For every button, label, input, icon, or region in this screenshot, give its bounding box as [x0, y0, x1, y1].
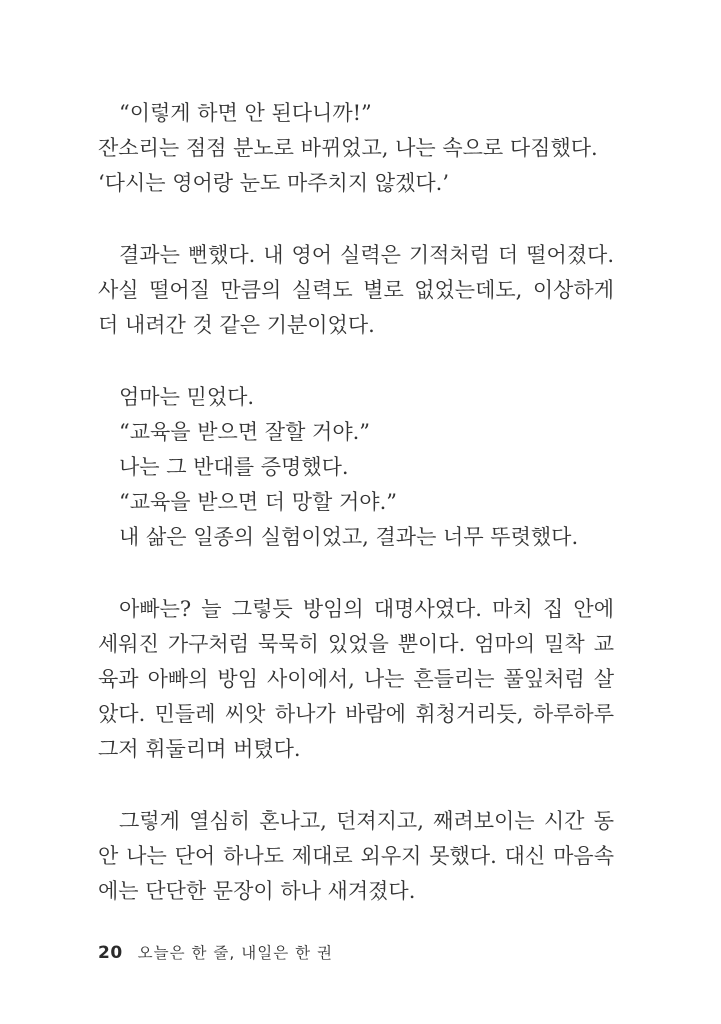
narration-line: 내 삶은 일종의 실험이었고, 결과는 너무 뚜렷했다. — [119, 525, 579, 549]
text-section-3 — [98, 380, 614, 555]
text-section-1 — [98, 96, 614, 201]
narration-line: 엄마는 믿었다. — [119, 385, 255, 409]
dialogue-line: “교육을 받으면 잘할 거야.” — [119, 420, 371, 444]
narration-line: 잔소리는 점점 분노로 바뀌었고, 나는 속으로 다짐했다. — [98, 136, 598, 160]
narration-paragraph: 그렇게 열심히 혼나고, 던져지고, 째려보이는 시간 동안 나는 단어 하나도 제대로 외우지 못했다. 대신 마음속에는 단단한 문장이 하나 새겨졌다. — [98, 809, 614, 903]
page-body — [98, 96, 614, 909]
narration-paragraph: 결과는 뻔했다. 내 영어 실력은 기적처럼 더 떨어졌다. 사실 떨어질 만큼의 실력도 별로 없었는데도, 이상하게 더 내려간 것 같은 기분이었다. — [98, 243, 614, 337]
dialogue-line: “이렇게 하면 안 된다니까!” — [119, 101, 372, 125]
page-footer — [98, 941, 333, 963]
text-section-2 — [98, 238, 614, 343]
text-section-4 — [98, 592, 614, 767]
thought-line: ‘다시는 영어랑 눈도 마주치지 않겠다.’ — [98, 171, 450, 195]
narration-line: 나는 그 반대를 증명했다. — [119, 455, 349, 479]
book-title: 오늘은 한 줄, 내일은 한 권 — [137, 944, 333, 962]
narration-paragraph: 아빠는? 늘 그렇듯 방임의 대명사였다. 마치 집 안에 세워진 가구처럼 묵묵히 있었을 뿐이다. 엄마의 밀착 교육과 아빠의 방임 사이에서, 나는 흔들리는 풀잎처럼 살았다. 민들레 씨앗 하나가 바람에 휘청거리듯, 하루하루 그저 휘둘리며 버텼다. — [98, 597, 614, 761]
page-number: 20 — [98, 943, 123, 963]
dialogue-line: “교육을 받으면 더 망할 거야.” — [119, 490, 397, 514]
text-section-5 — [98, 804, 614, 909]
